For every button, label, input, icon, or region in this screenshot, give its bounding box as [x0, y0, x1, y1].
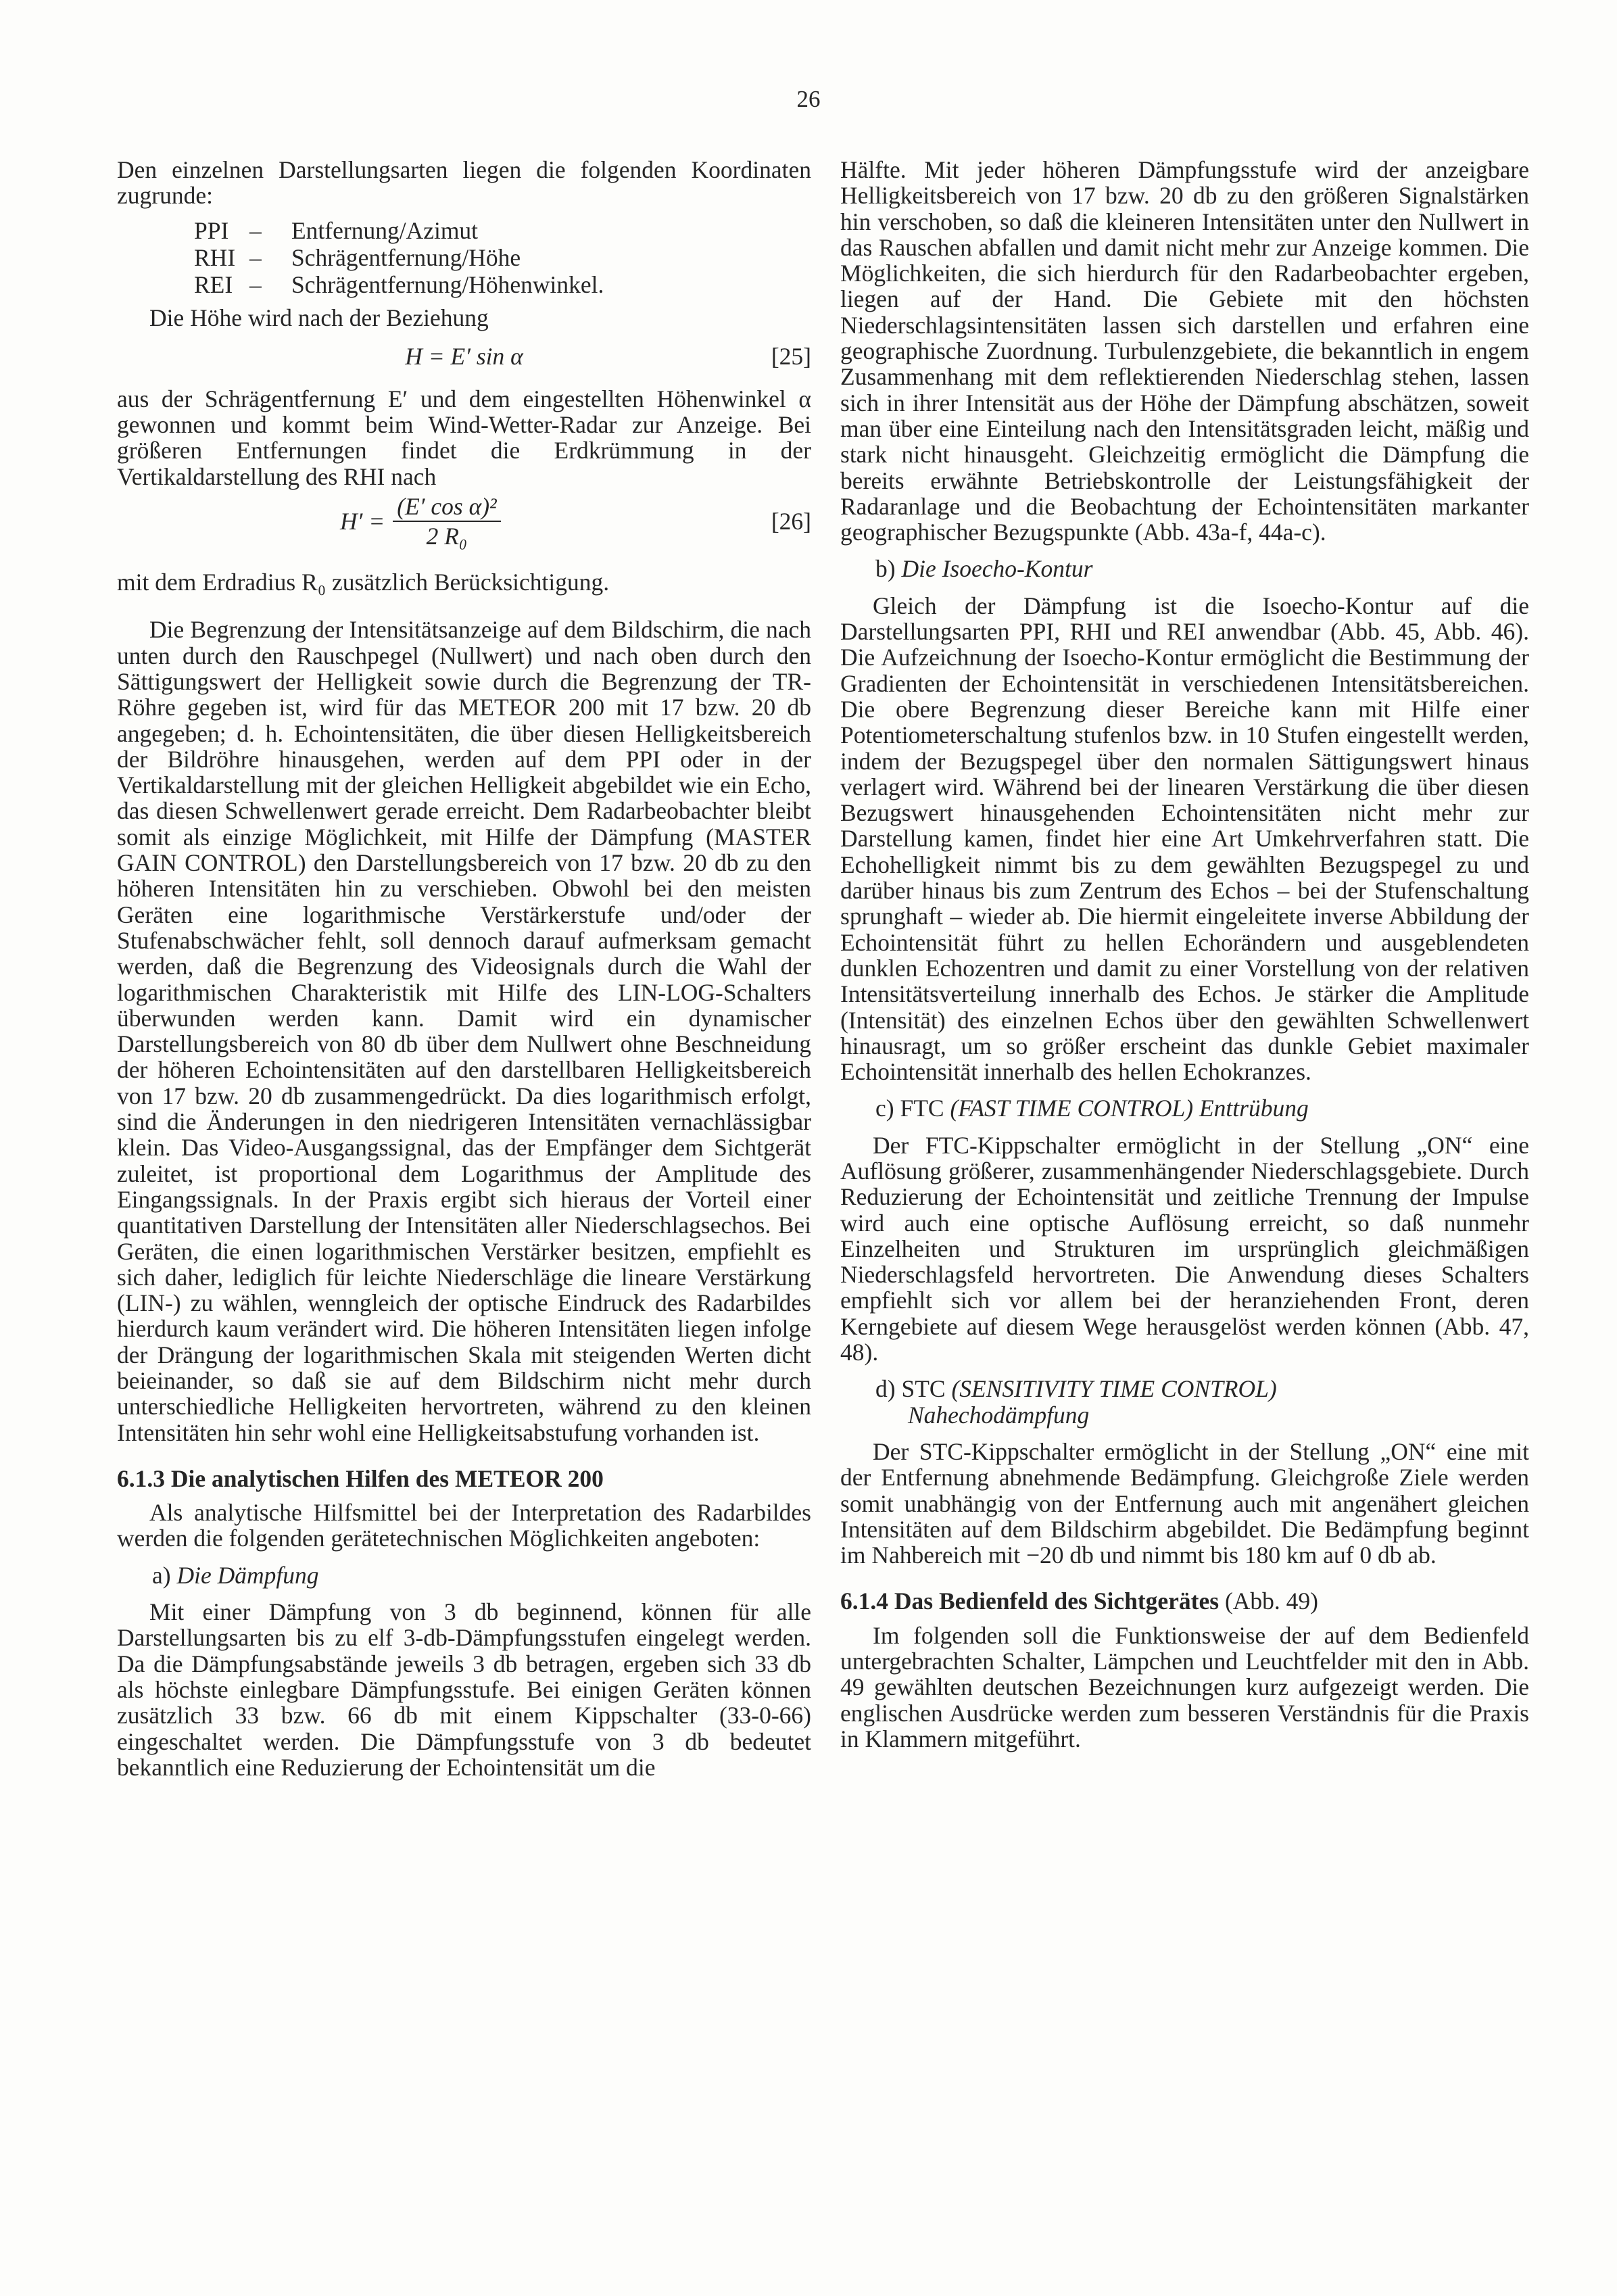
ftc-paragraph: Der FTC-Kippschalter ermöglicht in der Stellung „ON“ eine Auflösung größerer, zusammenhängender Niederschlagsgebiete. Durch Reduzierung der Echointensität und zeitliche Trennung der Impulse wird auch eine optische Auflösung erreicht, so daß nunmehr Einzelheiten und Strukturen im ursprünglich gleichmäßigen Niederschlagsfeld hervortreten. Die Anwendung dieses Schalters empfiehlt sich vor allem bei der heranziehenden Front, deren Kerngebiete auf diesem Wege herausgelöst werden können (Abb. 47, 48). [840, 1131, 1529, 1366]
daempfung-paragraph: Mit einer Dämpfung von 3 db beginnend, können für alle Darstellungsarten bis zu elf 3-db-Dämpfungsstufen eingelegt werden. Da die Dämpfungsabstände jeweils 3 db betragen, ergeben sich 33 db als höchste einlegbare Dämpfungsstufe. Bei einigen Geräten können zusätzlich 33 bzw. 66 db mit einem Kippschalter (33-0-66) eingeschaltet werden. Die Dämpfungsstufe von 3 db bedeutet bekanntlich eine Reduzierung der Echointensität um die [117, 1598, 811, 1781]
coordinate-desc: Schrägentfernung/Höhe [291, 243, 521, 271]
haelfte-paragraph: Hälfte. Mit jeder höheren Dämpfungsstufe wird der anzeigbare Helligkeitsbereich von 17 bzw. 20 db zu den größeren Signalstärken hin verschoben, so daß die kleineren Intensitäten unter den Nullwert in das Rauschen abfallen und damit nicht mehr zur Anzeige kommen. Die Möglichkeiten, die sich hierdurch für den Radarbeobachter ergeben, liegen auf der Hand. Die Gebiete mit den höchsten Niederschlagsintensitäten lassen sich darstellen und erfahren eine geographische Zuordnung. Turbulenzgebiete, die bekanntlich in engem Zusammenhang mit dem reflektierenden Niederschlag stehen, lassen sich in ihrer Intensität aus der Höhe der Dämpfung abschätzen, soweit man über eine Einteilung nach den Intensitätsgraden leicht, mäßig und stark nicht hinausgeht. Gleichzeitig ermöglicht die Dämpfung die bereits erwähnte Betriebskontrolle der Leistungsfähigkeit der Radaranlage und die Beobachtung der Echointensitäten markanter geographischer Bezugspunkte (Abb. 43a-f, 44a-c). [840, 156, 1529, 546]
erdradius-paragraph: mit dem Erdradius R₀ zusätzlich Berücksichtigung. [117, 569, 610, 596]
subsection-b-heading [840, 556, 1529, 581]
hoehe-paragraph: Die Höhe wird nach der Beziehung [149, 304, 489, 331]
subsection-a-heading [117, 1562, 811, 1588]
begrenzung-paragraph: Die Begrenzung der Intensitätsanzeige auf dem Bildschirm, die nach unten durch den Rauschpegel (Nullwert) und nach oben durch den Sättigungswert der Helligkeit sowie durch die Begrenzung der TR-Röhre gegeben ist, wird für das METEOR 200 mit 17 bzw. 20 db angegeben; d. h. Echointensitäten, die über diesen Helligkeitsbereich der Bildröhre hinausgehen, werden auf dem PPI oder in der Vertikaldarstellung mit der gleichen Helligkeit abgebildet wie ein Echo, das diesen Schwellenwert gerade erreicht. Dem Radarbeobachter bleibt somit als einzige Möglichkeit, mit Hilfe der Dämpfung (MASTER GAIN CONTROL) den Darstellungsbereich von 17 bzw. 20 db zu den höheren Intensitäten hin zu verschieben. Obwohl bei den meisten Geräten eine logarithmische Verstärkerstufe und/oder der Stufenabschwächer fehlt, soll dennoch darauf aufmerksam gemacht werden, daß die Begrenzung des Videosignals durch die Wahl der logarithmischen Charakteristik mit Hilfe des LIN-LOG-Schalters überwunden werden kann. Damit wird ein dynamischer Darstellungsbereich von 80 db über dem Nullwert ohne Beschneidung der höheren Echointensitäten auf den darstellbaren Helligkeitsbereich von 17 bzw. 20 db zusammengedrückt. Da dies logarithmisch erfolgt, sind die Änderungen in den niedrigeren Intensitäten vernachlässigbar klein. Das Video-Ausgangssignal, das der Empfänger dem Sichtgerät zuleitet, ist proportional dem Logarithmus der Amplitude des Eingangssignals. In der Praxis ergibt sich hieraus der Vorteil einer quantitativen Darstellung der Intensitäten aller Niederschlagsechos. Bei Geräten, die einen logarithmischen Verstärker besitzen, empfiehlt es sich daher, lediglich für leichte Niederschläge die lineare Verstärkung (LIN-) zu wählen, wenngleich der optische Eindruck des Radarbildes hierdurch kaum verändert wird. Die höheren Intensitäten liegen infolge der Drängung der logarithmischen Skala mit steigenden Werten dicht beieinander, so daß sie auf dem Bildschirm nicht mehr durch unterschiedliche Helligkeiten hervortreten, während zu den kleinen Intensitäten hin sehr wohl eine Helligkeitsabstufung vorhanden ist. [117, 616, 811, 1446]
coordinate-abbr: REI [194, 270, 233, 298]
subsection-d-subtitle: Nahechodämpfung [908, 1401, 1090, 1429]
subsection-d-heading [840, 1376, 1529, 1428]
equation-26-numerator: (E′ cos α)² [393, 494, 500, 522]
equation-26 [117, 489, 811, 564]
left-column [117, 157, 811, 1780]
schraegentfernung-paragraph: aus der Schrägentfernung E′ und dem eingestellten Höhenwinkel α gewonnen und kommt beim Wind-Wetter-Radar zur Anzeige. Bei größeren Entfernungen findet die Erdkrümmung in der Vertikaldarstellung des RHI nach [117, 385, 811, 490]
coordinate-item [117, 244, 811, 271]
stc-paragraph: Der STC-Kippschalter ermöglicht in der Stellung „ON“ eine mit der Entfernung abnehmende Bedämpfung. Gleichgroße Ziele werden somit unabhängig von der Entfernung auch mit angenähert gleichen Intensitäten auf dem Bildschirm abgebildet. Die Bedämpfung beginnt im Nahbereich mit −20 db und nimmt bis 180 km auf 0 db ab. [840, 1437, 1529, 1569]
isoecho-paragraph: Gleich der Dämpfung ist die Isoecho-Kontur auf die Darstellungsarten PPI, RHI und REI anwendbar (Abb. 45, Abb. 46). Die Aufzeichnung der Isoecho-Kontur ermöglicht die Bestimmung der Gradienten der Echointensität in verschiedenen Intensitätsbereichen. Die obere Begrenzung dieser Bereiche kann mit Hilfe einer Potentiometerschaltung stufenlos bzw. in 10 Stufen eingestellt werden, indem der Bezugspegel über den normalen Sättigungswert hinaus verlagert wird. Während bei der linearen Verstärkung die über diesen Bezugswert hinausgehenden Echointensitäten nicht mehr zur Darstellung kamen, findet hier eine Art Umkehrverfahren statt. Die Echohelligkeit nimmt bis zu dem gewählten Bezugspegel zu und darüber hinaus bis zum Zentrum des Echos – bei der Stufenschaltung sprunghaft – wieder ab. Die hiermit eingeleitete inverse Abbildung der Echointensität führt zu hellen Echorändern und ausgeblendeten dunklen Echozentren und damit zu einer Vorstellung von der relativen Intensitätsverteilung innerhalb des Echos. Je stärker die Amplitude (Intensität) des einzelnen Echos über den gewählten Schwellenwert hinausragt, um so größer erscheint das dunkle Gebiet maximaler Echointensität innerhalb des hellen Echokranzes. [840, 592, 1529, 1086]
equation-26-number: [26] [771, 508, 811, 535]
subsection-c-title: (FAST TIME CONTROL) Enttrübung [950, 1095, 1309, 1122]
coordinate-dash: – [249, 216, 262, 244]
page-number: 26 [796, 86, 821, 112]
equation-25-expression: H = E′ sin α [405, 342, 523, 370]
equation-26-denominator: 2 R₀ [426, 523, 468, 550]
section-heading-6-1-3: 6.1.3 Die analytischen Hilfen des METEOR 200 [117, 1464, 604, 1492]
coordinate-list [117, 217, 811, 298]
subsection-b-title: Die Isoecho-Kontur [901, 555, 1093, 583]
equation-26-lhs: H′ = [340, 508, 385, 535]
equation-25 [117, 336, 811, 379]
coordinate-dash: – [249, 243, 262, 271]
coordinate-item [117, 271, 811, 298]
bedienfeld-paragraph: Im folgenden soll die Funktionsweise der auf dem Bedienfeld untergebrachten Schalter, Lämpchen und Leuchtfelder mit den in Abb. 49 gewählten deutschen Bezeichnungen kurz aufgezeigt werden. Die englischen Ausdrücke werden zum besseren Verständnis für die Praxis in Klammern mitgeführt. [840, 1621, 1529, 1752]
coordinate-desc: Schrägentfernung/Höhenwinkel. [291, 270, 604, 298]
coordinate-item [117, 217, 811, 244]
intro-paragraph: Den einzelnen Darstellungsarten liegen die folgenden Koordinaten zugrunde: [117, 156, 811, 210]
coordinate-abbr: PPI [194, 216, 229, 244]
equation-25-number: [25] [771, 342, 811, 370]
coordinate-desc: Entfernung/Azimut [291, 216, 479, 244]
section-heading-6-1-4 [840, 1588, 1529, 1614]
subsection-c-label: c) FTC [875, 1095, 944, 1122]
coordinate-dash: – [249, 270, 262, 298]
equation-26-fraction [340, 494, 501, 550]
subsection-c-heading [840, 1095, 1529, 1121]
equation-26-stack [393, 494, 500, 550]
coordinate-abbr: RHI [194, 243, 236, 271]
subsection-a-title: Die Dämpfung [176, 1561, 319, 1589]
section-heading-6-1-4-title: 6.1.4 Das Bedienfeld des Sichtgerätes [840, 1587, 1220, 1615]
subsection-d-label: d) STC [875, 1375, 946, 1403]
subsection-a-label: a) [152, 1561, 171, 1589]
hilfsmittel-paragraph: Als analytische Hilfsmittel bei der Interpretation des Radarbildes werden die folgenden gerätetechnischen Möglichkeiten angeboten: [117, 1499, 811, 1552]
right-column [840, 157, 1529, 1752]
section-heading-6-1-4-ref: (Abb. 49) [1224, 1587, 1318, 1615]
subsection-d-title: (SENSITIVITY TIME CONTROL) [951, 1375, 1277, 1403]
subsection-b-label: b) [875, 555, 896, 583]
